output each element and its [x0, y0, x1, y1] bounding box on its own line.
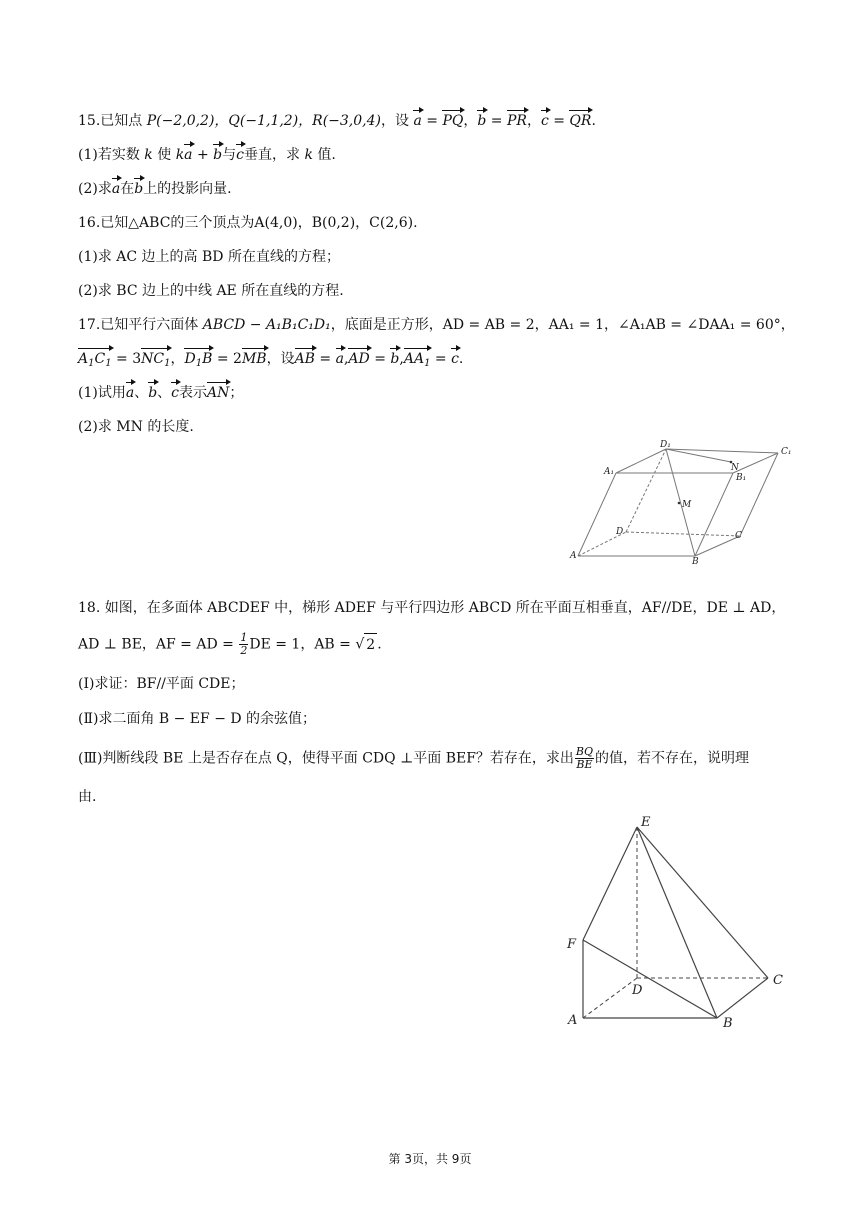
label-b1: B₁ [736, 473, 747, 483]
label-b: B [692, 557, 699, 565]
q18-stem: 18. 如图，在多面体 ABCDEF 中，梯形 ADEF 与平行四边形 ABCD 所在平面互相垂直，AF//DE，DE ⊥ AD， [78, 600, 786, 616]
q16-stem: 16.已知△ABC的三个顶点为A(4,0)，B(0,2)，C(2,6). [78, 215, 418, 231]
label-e: E [641, 815, 651, 830]
q17-stem-2: $A_1C_1 = 3NC_1$，$D_1B = 2MB$，设AB = $a,AD = b,AA_1 = c$. [78, 348, 463, 370]
polyhedron-figure [560, 810, 800, 1035]
q18-part3: (Ⅲ)判断线段 BE 上是否存在点 Q，使得平面 CDQ ⊥平面 BEF？若存在，求出 $\frac{BQ}{BE}$ 的值，若不存在，说明理 [78, 745, 750, 771]
q17-stem: 17.已知平行六面体 ABCD − A₁B₁C₁D₁，底面是正方形，AD = AB = 2，AA₁ = 1，∠A₁AB = ∠DAA₁ = 60°， [78, 317, 795, 333]
label-a: A [568, 1013, 578, 1028]
q18-part1: (Ⅰ)求证：BF//平面 CDE； [78, 676, 245, 692]
label-a: A [570, 551, 577, 561]
label-n: N [731, 463, 739, 473]
label-d: D [632, 983, 643, 998]
q15-stem: 15.已知点 P(−2,0,2)，Q(−1,1,2)，R(−3,0,4)，设 a = PQ，b = PR，c = QR. [78, 110, 596, 132]
q15-part1: (1)若实数 k 使 ka + b与c垂直，求 k 值. [78, 144, 336, 166]
q16-part2: (2)求 BC 边上的中线 AE 所在直线的方程. [78, 283, 344, 299]
label-f: F [567, 937, 577, 952]
page-footer: 第 3页，共 9页 [388, 1152, 472, 1166]
label-m: M [682, 500, 692, 510]
parallelepiped-figure [568, 440, 800, 565]
q16-part1: (1)求 AC 边上的高 BD 所在直线的方程； [78, 249, 340, 265]
label-d: D [616, 527, 624, 537]
label-c: C [735, 531, 742, 541]
q18-part2: (Ⅱ)求二面角 B − EF − D 的余弦值； [78, 711, 317, 727]
label-a1: A₁ [604, 467, 615, 477]
label-c: C [773, 973, 783, 988]
label-d1: D₁ [660, 440, 671, 450]
label-c1: C₁ [781, 447, 792, 457]
q17-part1: (1)试用a、b、c表示AN； [78, 382, 243, 404]
q18-stem-2: AD ⊥ BE，AF = AD = $\frac{1}{2}$ DE = 1，AB = √ 2 . [78, 631, 382, 657]
q17-part2: (2)求 MN 的长度. [78, 419, 194, 435]
q15-part2: (2)求a在b上的投影向量. [78, 178, 232, 200]
label-b: B [723, 1016, 733, 1031]
q18-part3-cont: 由. [78, 789, 97, 805]
